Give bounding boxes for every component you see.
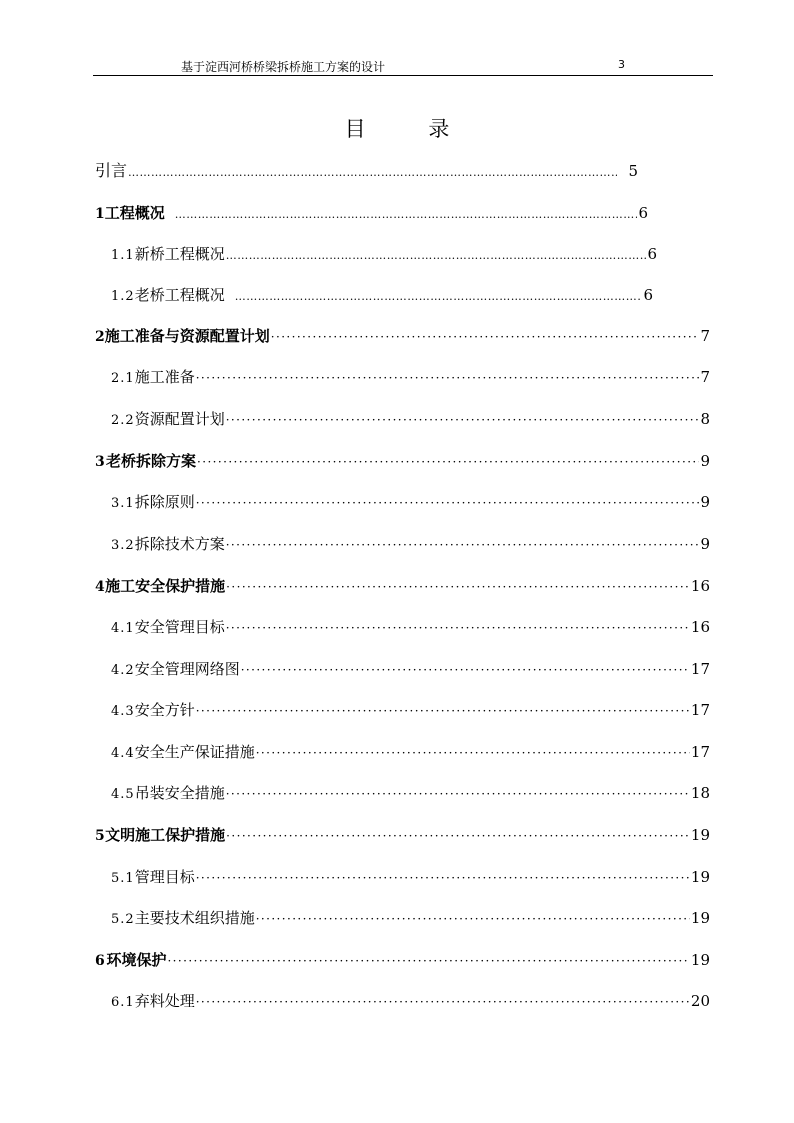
toc-entry-number: 6 xyxy=(95,953,105,969)
toc-entry-label: 安全管理目标 xyxy=(134,618,225,636)
toc-entry-label: 引言 xyxy=(95,161,128,180)
toc-entry-page: 9 xyxy=(700,535,710,553)
toc-entry-page: 7 xyxy=(700,368,710,386)
toc-entry-number: 6.1 xyxy=(111,995,135,1010)
toc-entry-page: 19 xyxy=(690,868,710,886)
toc-entry-page: 6 xyxy=(638,204,648,222)
toc-entry-2-1[interactable] xyxy=(111,366,710,388)
toc-leader-dots xyxy=(226,783,690,806)
toc-entry-label: 老桥拆除方案 xyxy=(106,452,197,470)
toc-entry-label: 环境保护 xyxy=(106,951,167,969)
toc-entry-label: 拆除原则 xyxy=(134,493,195,511)
toc-leader-dots xyxy=(226,617,690,640)
toc-entry-page: 17 xyxy=(690,660,710,678)
toc-entry-label: 施工准备与资源配置计划 xyxy=(104,327,270,345)
toc-entry-label: 安全管理网络图 xyxy=(134,660,240,678)
toc-entry-number: 5 xyxy=(95,828,105,844)
toc-entry-4[interactable] xyxy=(95,575,710,597)
toc-entry-2-2[interactable] xyxy=(111,408,710,430)
toc-leader-dots xyxy=(241,659,690,682)
toc-entry-4-1[interactable] xyxy=(111,616,710,638)
toc-entry-label: 主要技术组织措施 xyxy=(134,909,255,927)
toc-entry-page: 17 xyxy=(690,743,710,761)
toc-entry-label: 施工准备 xyxy=(134,368,195,386)
toc-entry-4-5[interactable] xyxy=(111,782,710,804)
toc-entry-4-3[interactable] xyxy=(111,699,710,721)
toc-leader-dots xyxy=(226,825,690,848)
toc-entry-number: 2 xyxy=(95,329,105,345)
toc-entry-page: 18 xyxy=(690,784,710,802)
toc-title: 目 录 xyxy=(344,117,478,141)
toc-entry-number: 2.1 xyxy=(111,371,135,386)
toc-entry-3-1[interactable] xyxy=(111,491,710,513)
toc-leader-dots xyxy=(226,576,690,599)
toc-entry-number: 4 xyxy=(95,579,105,595)
toc-entry-label: 管理目标 xyxy=(134,868,195,886)
toc-entry-5-1[interactable] xyxy=(111,866,710,888)
toc-entry-page: 19 xyxy=(690,826,710,844)
toc-leader-dots xyxy=(196,492,700,515)
toc-entry-number: 4.5 xyxy=(111,787,135,802)
toc-entry-intro[interactable] xyxy=(95,160,638,182)
toc-entry-1-1[interactable] xyxy=(111,243,657,265)
toc-leader-dots xyxy=(226,245,647,267)
toc-entry-label: 安全方针 xyxy=(134,701,195,719)
toc-leader-dots xyxy=(128,162,617,184)
toc-leader-dots xyxy=(226,534,700,557)
toc-entry-5[interactable] xyxy=(95,824,710,846)
toc-entry-number: 3 xyxy=(95,454,105,470)
toc-leader-dots xyxy=(226,409,700,432)
toc-entry-6[interactable] xyxy=(95,949,710,971)
toc-entry-3[interactable] xyxy=(95,450,710,472)
toc-leader-dots xyxy=(196,991,690,1014)
toc-leader-dots xyxy=(196,700,690,723)
toc-entry-label: 拆除技术方案 xyxy=(134,535,225,553)
toc-entry-page: 19 xyxy=(690,909,710,927)
toc-leader-dots xyxy=(196,867,690,890)
toc-entry-number: 5.1 xyxy=(111,871,135,886)
toc-leader-dots xyxy=(256,908,690,931)
toc-entry-page: 16 xyxy=(690,577,710,595)
toc-entry-4-2[interactable] xyxy=(111,658,710,680)
toc-entry-label: 施工安全保护措施 xyxy=(105,577,226,595)
toc-leader-dots xyxy=(235,286,643,308)
toc-entry-number: 5.2 xyxy=(111,912,135,927)
toc-entry-number: 2.2 xyxy=(111,413,135,428)
toc-entry-number: 4.4 xyxy=(111,746,135,761)
toc-entry-label: 资源配置计划 xyxy=(134,410,225,428)
toc-entry-page: 20 xyxy=(690,992,710,1010)
toc-leader-dots xyxy=(271,326,700,349)
toc-entry-page: 7 xyxy=(700,327,710,345)
toc-entry-1[interactable] xyxy=(95,202,648,224)
header-page-number: 3 xyxy=(618,58,625,71)
toc-entry-number: 1.2 xyxy=(111,289,135,304)
toc-entry-page: 9 xyxy=(700,493,710,511)
toc-entry-1-2[interactable] xyxy=(111,284,653,306)
toc-entry-page: 16 xyxy=(690,618,710,636)
toc-entry-number: 4.1 xyxy=(111,621,135,636)
toc-leader-dots xyxy=(167,950,689,973)
toc-entry-label: 安全生产保证措施 xyxy=(134,743,255,761)
toc-entry-number: 4.2 xyxy=(111,663,135,678)
toc-entry-page: 17 xyxy=(690,701,710,719)
toc-entry-3-2[interactable] xyxy=(111,533,710,555)
toc-leader-dots xyxy=(175,204,638,226)
toc-entry-label: 弃料处理 xyxy=(134,992,195,1010)
toc-entry-number: 3.1 xyxy=(111,496,135,511)
toc-entry-page: 6 xyxy=(647,245,657,263)
page-header xyxy=(93,55,713,76)
toc-entry-5-2[interactable] xyxy=(111,907,710,929)
toc-entry-label: 文明施工保护措施 xyxy=(105,826,226,844)
toc-entry-label: 老桥工程概况 xyxy=(134,286,225,304)
toc-entry-label: 吊装安全措施 xyxy=(134,784,225,802)
toc-entry-page: 8 xyxy=(700,410,710,428)
toc-leader-dots xyxy=(196,367,700,390)
toc-entry-page: 5 xyxy=(628,162,638,180)
toc-leader-dots xyxy=(256,742,690,765)
header-title: 基于淀西河桥桥梁拆桥施工方案的设计 xyxy=(181,60,386,74)
toc-entry-page: 6 xyxy=(643,286,653,304)
toc-entry-number: 4.3 xyxy=(111,704,135,719)
toc-leader-dots xyxy=(197,451,699,474)
toc-entry-label: 工程概况 xyxy=(104,204,165,222)
toc-entry-page: 9 xyxy=(700,452,710,470)
toc-entry-number: 1 xyxy=(95,206,105,222)
toc-entry-number: 3.2 xyxy=(111,538,135,553)
toc-entry-4-4[interactable] xyxy=(111,741,710,763)
toc-entry-number: 1.1 xyxy=(111,248,135,263)
toc-entry-2[interactable] xyxy=(95,325,710,347)
toc-entry-page: 19 xyxy=(690,951,710,969)
toc-entry-label: 新桥工程概况 xyxy=(134,245,225,263)
toc-entry-6-1[interactable] xyxy=(111,990,710,1012)
